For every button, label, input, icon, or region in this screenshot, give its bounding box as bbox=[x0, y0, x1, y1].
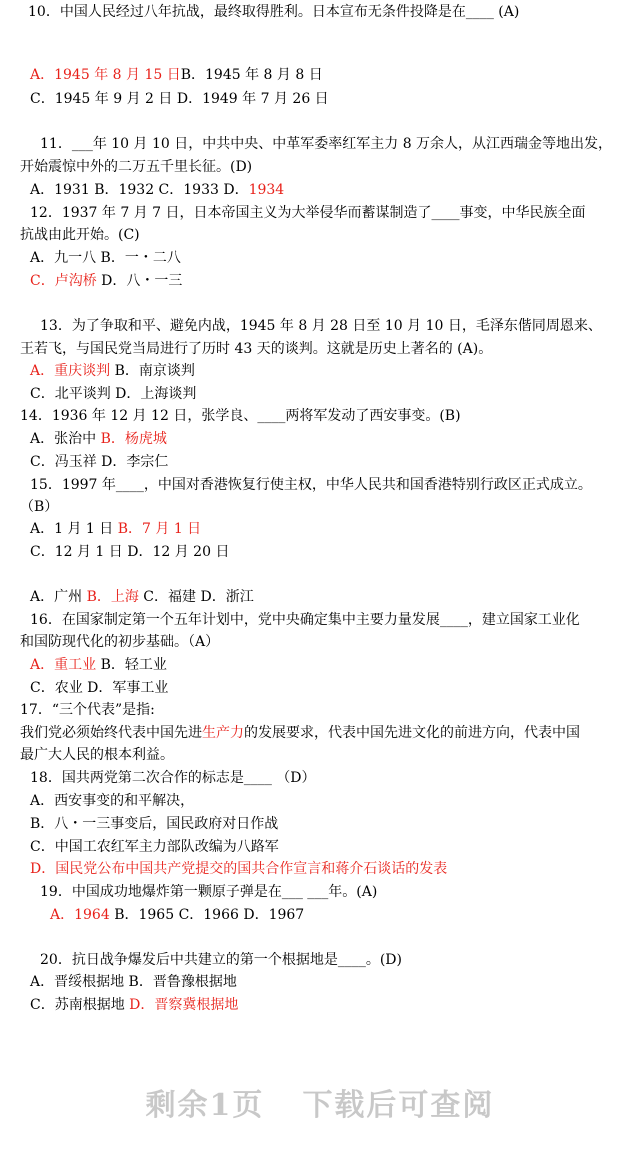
extra-options bbox=[30, 588, 254, 606]
q16-stem-line2: 和国防现代化的初步基础。（A） bbox=[20, 634, 220, 650]
q20-option-d-answer: D．晋察冀根据地 bbox=[129, 997, 239, 1013]
q14-stem: 14．1936 年 12 月 12 日，张学良、____两将军发动了西安事变。(B) bbox=[20, 408, 461, 424]
download-watermark bbox=[0, 1080, 640, 1124]
q13-stem-line2: 王若飞，与国民党当局进行了历时 43 天的谈判。这就是历史上著名的 (A)。 bbox=[20, 341, 493, 357]
q13-option-a-answer: A．重庆谈判 bbox=[30, 363, 111, 379]
q15-options-cd: C．12 月 1 日 D．12 月 20 日 bbox=[30, 544, 230, 560]
q16-option-b: B．轻工业 bbox=[96, 657, 167, 673]
q20-options-ab: A．晋绥根据地 B．晋鲁豫根据地 bbox=[30, 974, 237, 990]
q10-options-cd: C．1945 年 9 月 2 日 D．1949 年 7 月 26 日 bbox=[30, 91, 329, 107]
q17-answer-line2: 最广大人民的根本利益。 bbox=[20, 747, 174, 763]
extra-option-a: A．广州 bbox=[30, 589, 87, 605]
q12-options-ab: A．九一八 B．一・二八 bbox=[30, 250, 181, 266]
q20-option-c: C．苏南根据地 bbox=[30, 997, 130, 1013]
q10-option-a-answer: A．1945 年 8 月 15 日 bbox=[30, 67, 181, 83]
q20-options-cd bbox=[30, 996, 238, 1014]
q18-option-a: A．西安事变的和平解决， bbox=[30, 793, 195, 809]
q14-option-a: A．张治中 bbox=[30, 431, 101, 447]
q19-options-bcd: B．1965 C．1966 D．1967 bbox=[109, 907, 305, 923]
q17-answer-line1 bbox=[20, 724, 580, 742]
q10-option-b: B．1945 年 8 月 8 日 bbox=[180, 67, 323, 83]
q13-options-ab bbox=[30, 362, 195, 380]
q15-stem-line2: （B） bbox=[20, 499, 59, 515]
q12-option-d: D．八・一三 bbox=[96, 273, 183, 289]
q11-stem-line1: 11．___年 10 月 10 日，中共中央、中革军委率红军主力 8 万余人，从江西瑞金等地出发， bbox=[40, 136, 613, 152]
q16-stem-line1: 16．在国家制定第一个五年计划中，党中央确定集中主要力量发展____，建立国家工业化 bbox=[30, 612, 580, 628]
q18-option-d-answer: D．国民党公布中国共产党提交的国共合作宣言和蒋介石谈话的发表 bbox=[30, 861, 448, 877]
q16-option-a-answer: A．重工业 bbox=[30, 657, 97, 673]
q17-answer-highlight: 生产力 bbox=[202, 725, 244, 741]
extra-option-cd: C．福建 D．浙江 bbox=[138, 589, 254, 605]
q11-option-d-answer: 1934 bbox=[248, 182, 285, 198]
q19-option-a-answer: A．1964 bbox=[50, 907, 110, 923]
q16-options-ab bbox=[30, 656, 167, 674]
q11-stem-line2: 开始震惊中外的二万五千里长征。(D) bbox=[20, 159, 253, 175]
q18-option-b: B．八・一三事变后，国民政府对日作战 bbox=[30, 816, 279, 832]
extra-option-b-answer: B．上海 bbox=[86, 589, 139, 605]
q20-stem: 20．抗日战争爆发后中共建立的第一个根据地是____。(D) bbox=[40, 952, 402, 968]
q15-options-ab bbox=[30, 520, 201, 538]
q16-options-cd: C．农业 D．军事工业 bbox=[30, 680, 169, 696]
q19-stem: 19．中国成功地爆炸第一颗原子弹是在___ ___年。(A) bbox=[40, 884, 378, 900]
q14-option-b-answer: B．杨虎城 bbox=[100, 431, 167, 447]
q12-option-c-answer: C．卢沟桥 bbox=[30, 273, 97, 289]
q15-option-a: A．1 月 1 日 bbox=[30, 521, 118, 537]
q15-stem-line1: 15．1997 年____，中国对香港恢复行使主权，中华人民共和国香港特别行政区正式成立。 bbox=[30, 477, 592, 493]
q17-answer-post: 的发展要求，代表中国先进文化的前进方向，代表中国 bbox=[244, 725, 580, 741]
q18-stem: 18．国共两党第二次合作的标志是____ （D） bbox=[30, 770, 316, 786]
q12-options-cd bbox=[30, 272, 182, 290]
q12-stem-line2: 抗战由此开始。(C) bbox=[20, 227, 140, 243]
q17-stem: 17．“三个代表”是指: bbox=[20, 702, 155, 718]
q14-options-cd: C．冯玉祥 D．李宗仁 bbox=[30, 454, 169, 470]
watermark-download-hint: 下载后可查阅 bbox=[302, 1088, 495, 1123]
q10-stem: 10．中国人民经过八年抗战，最终取得胜利。日本宣布无条件投降是在____ (A) bbox=[28, 4, 520, 20]
watermark-remaining-pages: 剩余1页 bbox=[145, 1088, 265, 1123]
q13-option-b: B．南京谈判 bbox=[110, 363, 195, 379]
q15-option-b-answer: B．7 月 1 日 bbox=[117, 521, 202, 537]
q11-options-abc: A．1931 B．1932 C．1933 D． bbox=[30, 182, 249, 198]
q13-options-cd: C．北平谈判 D．上海谈判 bbox=[30, 386, 197, 402]
q10-options-ab bbox=[30, 66, 323, 84]
q12-stem-line1: 12．1937 年 7 月 7 日，日本帝国主义为大举侵华而蓄谋制造了____事变，中华民族全面 bbox=[30, 205, 586, 221]
q18-option-c: C．中国工农红军主力部队改编为八路军 bbox=[30, 839, 279, 855]
q11-options bbox=[30, 181, 284, 199]
q14-options-ab bbox=[30, 430, 167, 448]
q13-stem-line1: 13．为了争取和平、避免内战，1945 年 8 月 28 日至 10 月 10 日，毛泽东偕同周恩来、 bbox=[40, 318, 602, 334]
q17-answer-pre: 我们党必须始终代表中国先进 bbox=[20, 725, 202, 741]
q19-options bbox=[50, 906, 304, 924]
